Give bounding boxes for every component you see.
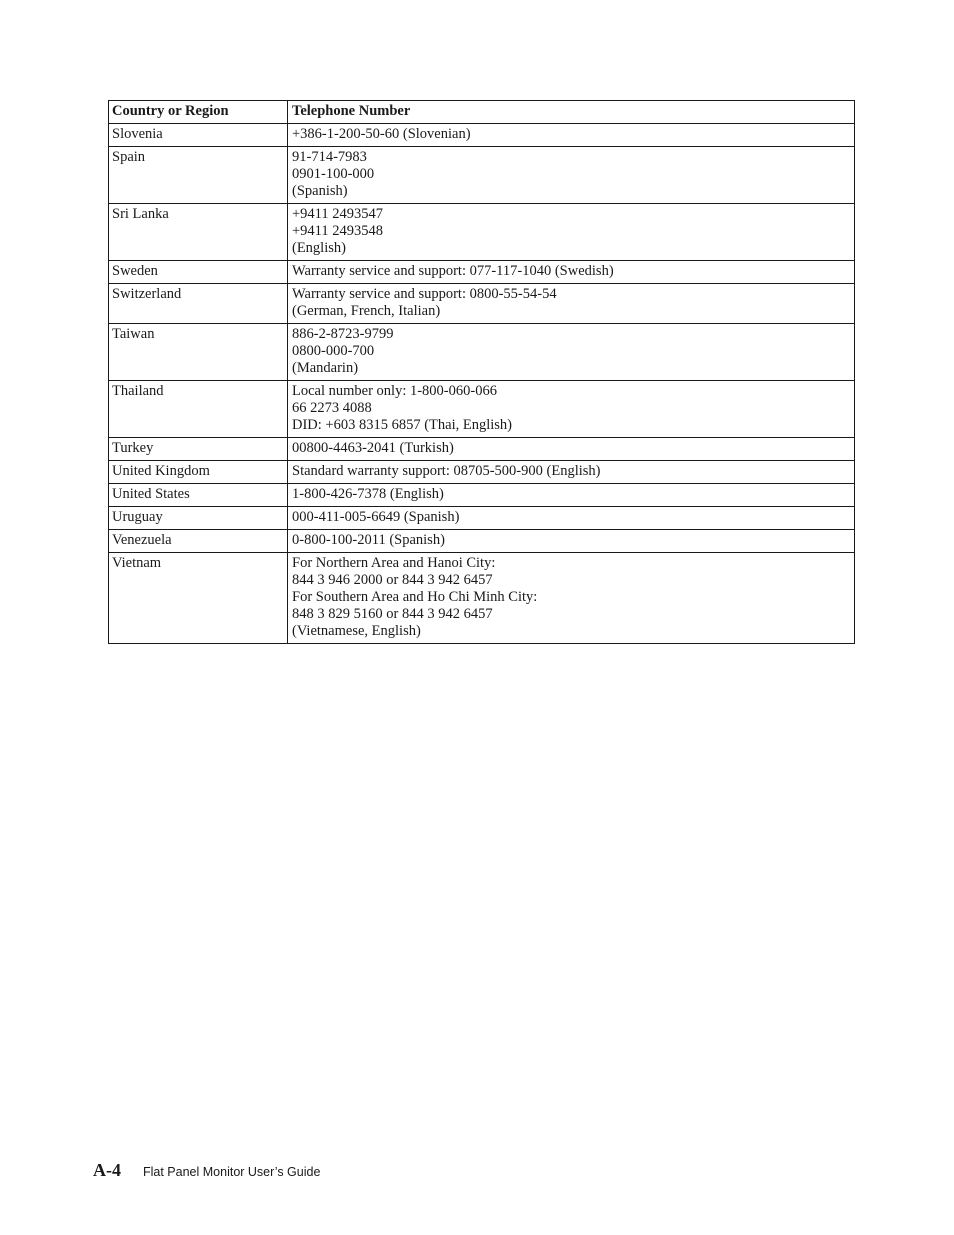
- telephone-cell: [288, 484, 855, 507]
- telephone-line: 848 3 829 5160 or 844 3 942 6457: [292, 606, 493, 622]
- telephone-line: Standard warranty support: 08705-500-900 (English): [292, 463, 601, 479]
- country-cell: Switzerland: [109, 284, 288, 324]
- telephone-line: 91-714-7983: [292, 149, 367, 165]
- country-cell: Thailand: [109, 381, 288, 438]
- telephone-line: DID: +603 8315 6857 (Thai, English): [292, 417, 513, 433]
- telephone-line: (English): [292, 240, 346, 256]
- table-row: [109, 124, 855, 147]
- table-row: [109, 553, 855, 644]
- telephone-line: +9411 2493548: [292, 223, 384, 239]
- telephone-line: (German, French, Italian): [292, 303, 441, 319]
- telephone-line: For Southern Area and Ho Chi Minh City:: [292, 589, 538, 605]
- country-cell: Spain: [109, 147, 288, 204]
- country-cell: Sri Lanka: [109, 204, 288, 261]
- telephone-line: 0901-100-000: [292, 166, 375, 182]
- table-row: [109, 381, 855, 438]
- telephone-line: 0-800-100-2011 (Spanish): [292, 532, 445, 548]
- telephone-line: 000-411-005-6649 (Spanish): [292, 509, 460, 525]
- telephone-line: 00800-4463-2041 (Turkish): [292, 440, 454, 456]
- table-row: [109, 284, 855, 324]
- telephone-cell: [288, 461, 855, 484]
- table-row: [109, 261, 855, 284]
- table-row: [109, 438, 855, 461]
- telephone-line: +9411 2493547: [292, 206, 384, 222]
- telephone-line: Warranty service and support: 0800-55-54-54: [292, 286, 557, 302]
- telephone-cell: [288, 261, 855, 284]
- telephone-line: Warranty service and support: 077-117-1040 (Swedish): [292, 263, 614, 279]
- table-row: [109, 530, 855, 553]
- telephone-cell: [288, 530, 855, 553]
- header-telephone: Telephone Number: [288, 101, 855, 124]
- country-cell: Sweden: [109, 261, 288, 284]
- telephone-cell: [288, 553, 855, 644]
- telephone-cell: [288, 284, 855, 324]
- table-body: [109, 124, 855, 644]
- telephone-cell: [288, 438, 855, 461]
- country-cell: Taiwan: [109, 324, 288, 381]
- telephone-cell: [288, 204, 855, 261]
- country-cell: Uruguay: [109, 507, 288, 530]
- country-cell: Venezuela: [109, 530, 288, 553]
- table-row: [109, 507, 855, 530]
- telephone-line: (Mandarin): [292, 360, 359, 376]
- telephone-line: 1-800-426-7378 (English): [292, 486, 444, 502]
- table-row: [109, 204, 855, 261]
- telephone-cell: [288, 381, 855, 438]
- country-cell: United States: [109, 484, 288, 507]
- country-cell: Turkey: [109, 438, 288, 461]
- page-number: A-4: [93, 1160, 121, 1180]
- country-cell: Slovenia: [109, 124, 288, 147]
- table-header-row: [109, 101, 855, 124]
- telephone-cell: [288, 507, 855, 530]
- country-cell: United Kingdom: [109, 461, 288, 484]
- table-row: [109, 324, 855, 381]
- country-cell: Vietnam: [109, 553, 288, 644]
- telephone-table: [108, 100, 855, 644]
- telephone-cell: [288, 124, 855, 147]
- table-row: [109, 484, 855, 507]
- table-row: [109, 147, 855, 204]
- telephone-line: 66 2273 4088: [292, 400, 372, 416]
- table-row: [109, 461, 855, 484]
- header-country: Country or Region: [109, 101, 288, 124]
- telephone-line: 844 3 946 2000 or 844 3 942 6457: [292, 572, 493, 588]
- telephone-line: +386-1-200-50-60 (Slovenian): [292, 126, 471, 142]
- page-footer: [93, 1160, 320, 1181]
- telephone-line: 0800-000-700: [292, 343, 375, 359]
- guide-title: Flat Panel Monitor User’s Guide: [143, 1165, 321, 1179]
- telephone-line: 886-2-8723-9799: [292, 326, 394, 342]
- telephone-line: Local number only: 1-800-060-066: [292, 383, 497, 399]
- telephone-line: (Spanish): [292, 183, 348, 199]
- telephone-line: For Northern Area and Hanoi City:: [292, 555, 496, 571]
- telephone-line: (Vietnamese, English): [292, 623, 421, 639]
- telephone-cell: [288, 147, 855, 204]
- telephone-cell: [288, 324, 855, 381]
